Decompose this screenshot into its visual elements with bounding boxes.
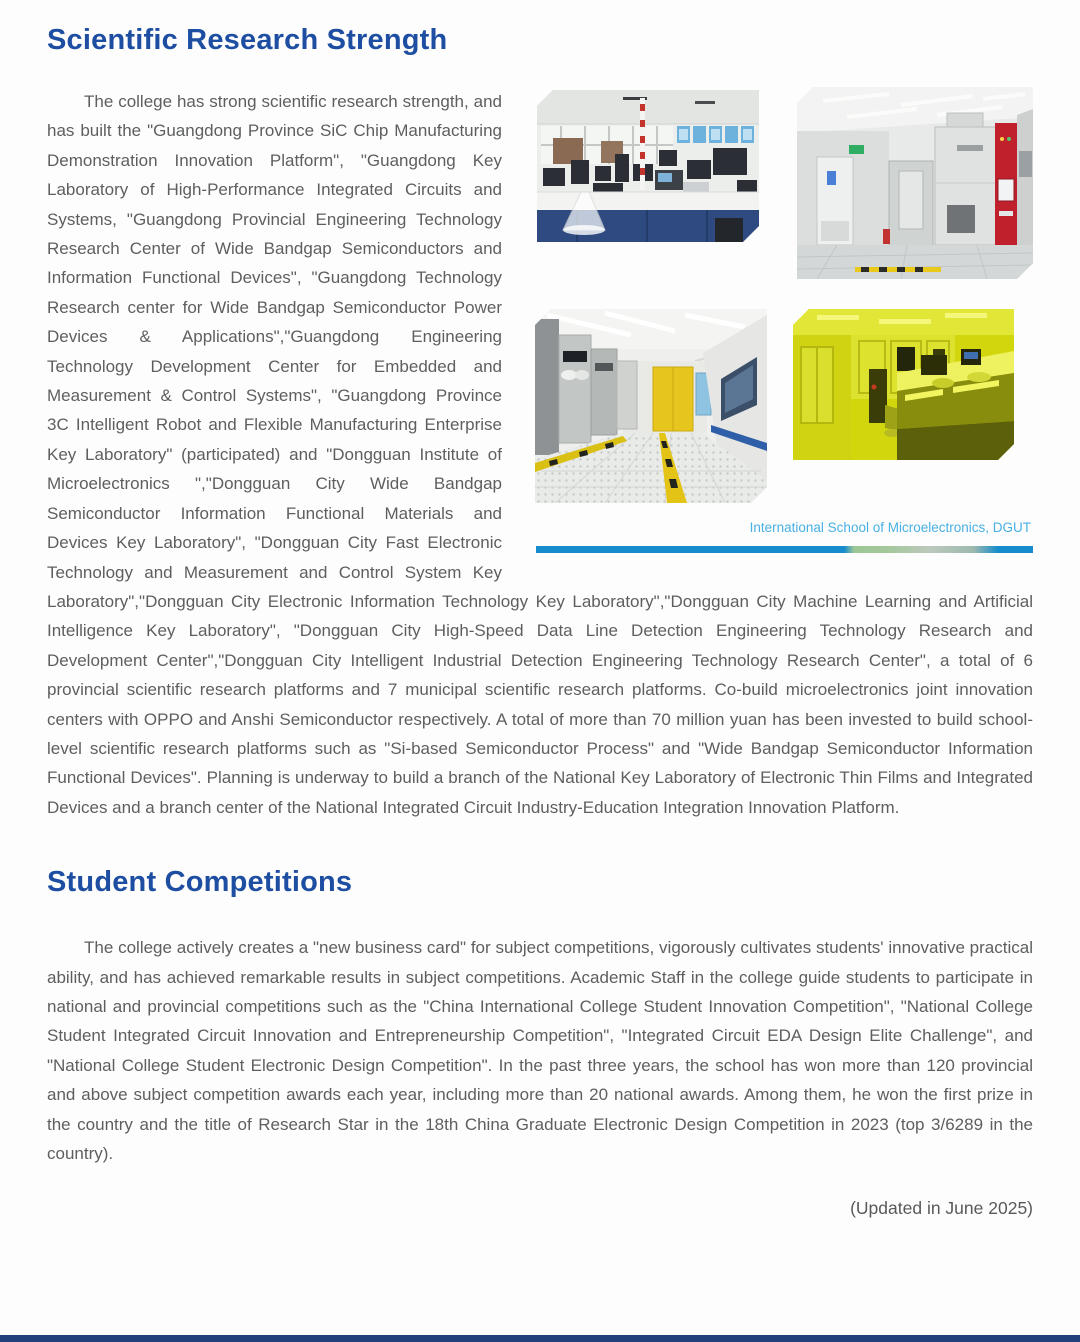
cleanroom-red-machine-illustration <box>797 87 1033 279</box>
cleanroom-red-machine-photo <box>797 87 1033 279</box>
student-competitions-heading: Student Competitions <box>47 866 353 899</box>
gallery-caption: International School of Microelectronics, DGUT <box>749 520 1031 535</box>
photo-gallery <box>535 87 1033 584</box>
cleanroom-corridor-photo <box>535 309 767 503</box>
research-strength-section <box>47 87 1033 822</box>
electronics-lab-illustration <box>537 90 759 242</box>
research-strength-paragraph: The college has strong scientific research strength, and has built the "Guangdong Province SiC Chip Manufacturing Demonstration Innovation Platform", "Guangdong Key Laboratory of High-Performance Integrated Circuits and Systems, "Guangdong Provincial Engineering Technology Research Center of Wide Bandgap Semiconductors and Information Functional Devices", "Guangdong Technology Research center for Wide Bandgap Semiconductor Power Devices & Applications","Guangdong Engineering Technology Development Center for Embedded and Measurement & Control Systems", "Guangdong Province 3C Intelligent Robot and Flexible Manufacturing Enterprise Key Laboratory" (participated) and "Dongguan Institute of Microelectronics ","Dongguan City Wide Bandgap Semiconductor Information Functional Materials and Devices Key Laboratory", "Dongguan City Fast Electronic Technology and Measurement and Control System Key Laboratory","Dongguan City Electronic Information Technology Key Laboratory","Dongguan City Machine Learning and Artificial Intelligence Key Laboratory", "Dongguan City High-Speed Data Line Detection Engineering Technology Research and Development Center","Dongguan City Intelligent Industrial Detection Engineering Technology Research Center", a total of 6 provincial scientific research platforms and 7 municipal scientific research platforms. Co-build microelectronics joint innovation centers with OPPO and Anshi Semiconductor respectively. A total of more than 70 million yuan has been invested to build school-level scientific research platforms such as "Si-based Semiconductor Process" and "Wide Bandgap Semiconductor Information Functional Devices". Planning is underway to build a branch of the National Key Laboratory of Electronic Thin Films and Integrated Devices and a branch center of the National Integrated Circuit Industry-Education Integration Innovation Platform. <box>47 92 1033 817</box>
student-competitions-paragraph: The college actively creates a "new business card" for subject competitions, vigorously cultivates students' innovative practical ability, and has achieved remarkable results in subject competitions. Academic Staff in the college guide students to participate in national and provincial competitions such as the "China International College Student Innovation Competition", "National College Student Integrated Circuit Innovation and Entrepreneurship Competition", "Integrated Circuit EDA Design Elite Challenge", and "National College Student Electronic Design Competition". In the past three years, the school has won more than 120 provincial and above subject competition awards each year, including more than 20 national awards. Among them, he won the first prize in the country and the title of Research Star in the 18th China Graduate Electronic Design Competition in 2023 (top 3/6289 in the country). <box>47 938 1033 1163</box>
yellow-lithography-room-photo <box>793 309 1014 460</box>
yellow-room-illustration <box>793 309 1014 460</box>
gallery-accent-bar <box>536 546 1033 553</box>
updated-note: (Updated in June 2025) <box>850 1198 1033 1219</box>
cleanroom-corridor-illustration <box>535 309 767 503</box>
page-footer-bar <box>0 1335 1080 1342</box>
electronics-lab-photo <box>537 90 759 242</box>
research-strength-heading: Scientific Research Strength <box>47 24 448 56</box>
